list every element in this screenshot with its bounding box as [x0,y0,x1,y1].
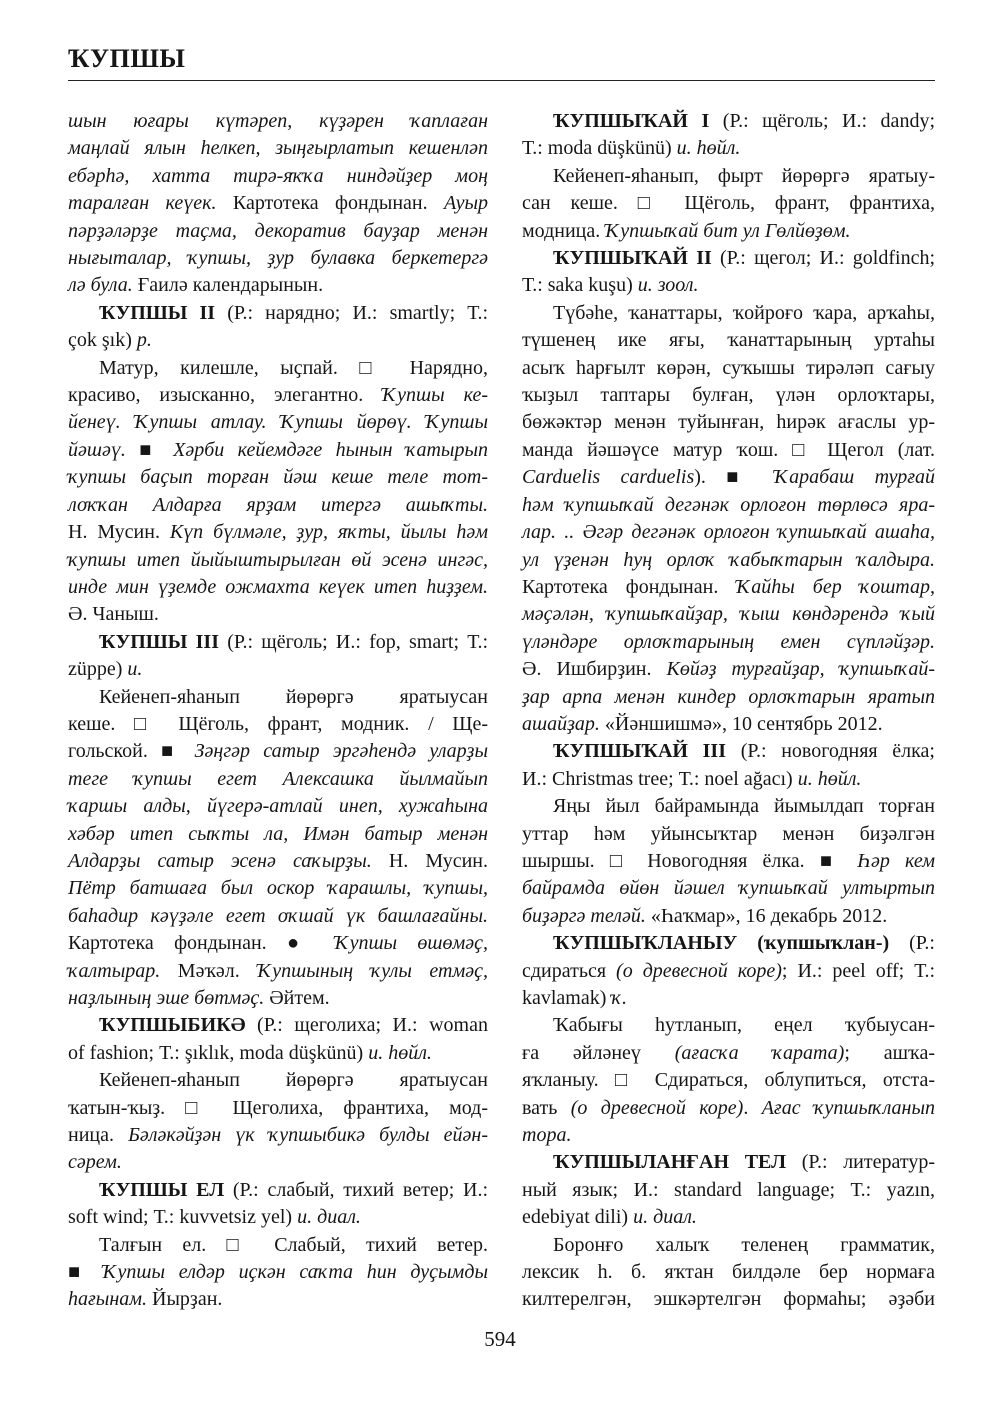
text-run: Т.: moda düşkünü) [522,137,677,160]
text-line [522,985,935,1012]
text-line [522,437,935,464]
text-run: Н. Мусин. [68,521,170,544]
text-line [68,930,488,957]
text-line [522,1067,935,1094]
italic-text-run: ебәрһә, хатта тирә-яҡҡа ниндәйҙер моң [68,164,488,187]
text-run: ■ [68,1261,103,1284]
text-run: Кейенеп-яһанып йөрөргә яратыусан [99,1069,488,1092]
text-run: Мәҡәл. [160,959,258,982]
entry-body-paragraph [68,1067,488,1177]
text-line [522,135,935,162]
text-line [68,108,488,135]
italic-text-run: тора. [522,1124,572,1147]
text-line [522,108,935,135]
text-line [68,163,488,190]
italic-text-run: и. зоол. [637,274,699,297]
text-line [522,1012,935,1039]
entry-body-paragraph [522,1232,935,1314]
text-line [68,1232,488,1259]
entry-head-paragraph [522,245,935,300]
entry-head-paragraph [68,300,488,355]
text-run: Түбәһе, ҡанаттары, ҡойроғо ҡара, арҡаһы, [553,301,935,324]
italic-text-run: маңлай ялын һелкеп, зыңғырлатып кешенләп [68,137,488,160]
text-line [522,547,935,574]
text-line [522,930,935,957]
italic-text-run: лоҡҡан Алдарға ярҙам итергә ашыҡты. [68,493,488,516]
headword: ҠУПШЫҠАЙ II [553,247,712,270]
entry-body-paragraph [522,163,935,245]
italic-text-run: ҡалтырар. [68,959,161,982]
text-line [68,437,488,464]
italic-text-run: Ҡупшы елдәр иҫкән саҡта һин дуҫымды [102,1261,488,1284]
text-run: (Р.: новогодняя ёлка; [726,740,935,763]
text-run: уттар һәм уйынсыҡтар менән биҙәлгән [522,822,935,845]
text-run: Ғаилә календарынын. [132,274,324,297]
text-run: Ә. Чаныш. [68,603,159,626]
text-line [68,1177,488,1204]
text-line [522,903,935,930]
italic-text-run: Ҡарабаш турғай [774,466,935,489]
text-line [522,821,935,848]
text-run: бөжәктәр менән туйынған, һирәк ағаслы ур- [522,411,935,434]
text-line [522,958,935,985]
text-run: «Һаҡмар», 16 декабрь 2012. [645,904,888,927]
italic-text-run: лә була. [68,274,133,297]
italic-text-run: баһадир кәүҙәле егет оҡшай үк башлағайны. [68,904,488,927]
text-line [68,574,488,601]
text-run: züppe) [68,658,128,681]
text-run: ■ [125,438,174,461]
text-run: Йырҙан. [147,1288,223,1311]
text-line [68,711,488,738]
text-line [522,1204,935,1231]
text-run: сан кеше. □ Щёголь, франт, франтиха, [522,192,935,215]
italic-text-run: наҙлының эше бөтмәҫ. [68,987,265,1009]
text-run: çok şık) [68,329,137,352]
italic-text-run: и. диал. [297,1206,361,1229]
text-line [68,903,488,930]
italic-text-run: Ҡупшы өшөмәҫ, [334,932,489,955]
text-line [522,1095,935,1122]
entry-head-paragraph [522,108,935,163]
text-run: Ҡабығы һутланып, еңел ҡубыусан- [553,1014,935,1037]
page-number: 594 [484,1327,516,1351]
italic-text-run: Алдарҙы сатыр эсенә саҡырҙы. [68,849,372,872]
italic-text-run: ҡ. [611,987,627,1009]
text-run: Н. Мусин. [371,849,488,872]
text-run: сдираться [522,959,617,982]
entry-body-paragraph [68,684,488,1013]
text-line [522,574,935,601]
text-line [68,1286,488,1313]
text-line [68,684,488,711]
text-line [522,492,935,519]
italic-text-run: байрамда өйөн йәшел ҡупшыҡай ултыртып [522,877,935,900]
text-line [68,1095,488,1122]
italic-text-run: үләндәре орлоҡтарының емен сүпләйҙәр. [522,630,935,653]
text-line [522,1040,935,1067]
italic-text-run: и. һөйл. [797,767,862,790]
italic-text-run: ашайҙар. [522,712,600,735]
italic-text-run: Ҡупшыҡай бит ул Гөлйөҙөм. [605,219,851,242]
italic-text-run: шын юғары күтәреп, күҙәрен ҡаплаған [68,110,488,132]
text-line [522,464,935,491]
italic-text-run: Ҡупшы ке- [382,384,488,407]
text-run: of fashion; Т.: şıklık, moda düşkünü) [68,1041,369,1064]
headword: ҠУПШЫҠАЙ I [553,110,710,132]
italic-text-run: Көйәҙ турғайҙар, ҡупшыҡай- [666,658,935,681]
text-line [522,601,935,628]
italic-text-run: (о древесной коре) [616,959,782,982]
entry-head-paragraph [522,738,935,793]
text-line [68,629,488,656]
italic-text-run: и. диал. [633,1206,697,1229]
text-line [68,1067,488,1094]
text-line [522,1286,935,1313]
headword: ҠУПШЫҠЛАНЫУ (ҡупшыҡлан-) [553,932,890,955]
text-line [522,190,935,217]
text-line [522,766,935,793]
header-rule [68,80,935,81]
text-run: kavlamak) [522,987,612,1009]
text-run: ҡатын-ҡыҙ. □ Щеголиха, франтиха, мод- [68,1096,488,1119]
text-line [68,355,488,382]
text-run: Кейенеп-яһанып йөрөргә яратыусан [99,685,488,708]
entry-head-paragraph [68,629,488,684]
entry-head-paragraph [522,1149,935,1231]
text-run: . [743,1096,762,1119]
italic-text-run: һәм ҡупшыҡай дегәнәк орлоғон төрлөсә яра- [522,493,935,516]
italic-text-run: ҡупшы баҫып торған йәш кеше теле тот- [68,466,488,489]
text-run: кеше. □ Щёголь, франт, модник. / Ще- [68,712,488,735]
text-line [68,272,488,299]
text-run: Т.: saka kuşu) [522,274,638,297]
entry-body-paragraph [68,355,488,629]
text-line [68,409,488,436]
text-run: ). ■ [694,466,775,489]
text-line [68,245,488,272]
italic-text-run: Зәңгәр сатыр эргәһендә уларҙы [194,740,489,763]
text-line [522,300,935,327]
italic-text-run: таралған кеүек. [68,192,217,215]
text-line [68,656,488,683]
italic-text-run: и. [127,658,143,681]
italic-text-run: Ауыр [444,192,488,215]
italic-text-run: нығыталар, ҡупшы, ҙур булавка беркетергә [68,247,488,270]
italic-text-run: Ҡупшының ҡулы етмәҫ, [257,959,488,982]
entry-body-paragraph [522,1012,935,1149]
text-run: (Р.: [889,932,935,955]
text-line [68,1012,488,1039]
text-line [522,1122,935,1149]
running-head: ҠУПШЫ [68,44,186,73]
text-line [68,766,488,793]
text-line [522,218,935,245]
text-line [68,382,488,409]
text-run: (Р.: щегол; И.: goldfinch; [711,247,935,270]
text-line [68,1204,488,1231]
text-run: ница. [68,1124,129,1147]
text-run: Талғын ел. □ Слабый, тихий ветер. [99,1233,488,1256]
text-line [68,519,488,546]
italic-text-run: Һәр кем [857,849,936,872]
text-line [68,190,488,217]
text-line [68,1259,488,1286]
italic-text-run: инде мин үҙемде ожмахта кеүек итеп һиҙҙем. [68,575,488,598]
headword: ҠУПШЫ ЕЛ [99,1178,225,1201]
text-run: soft wind; Т.: kuvvetsiz yel) [68,1206,298,1229]
italic-text-run: и. һөйл. [368,1041,432,1064]
text-run: (Р.: щёголь; И.: dandy; [709,110,935,132]
text-run: Боронғо халыҡ теленең грамматик, [553,1233,935,1256]
text-run: (Р.: литератур- [786,1151,936,1174]
entry-body-paragraph [522,300,935,739]
italic-text-run: Пётр батшаға был оскор ҡарашлы, ҡупшы, [68,877,488,900]
text-line [68,218,488,245]
text-line [522,793,935,820]
text-line [522,1149,935,1176]
text-line [68,327,488,354]
text-run: ҡыҙыл таптары булған, үлән орлоҡтары, [522,384,935,407]
italic-text-run: йәшәү. [68,438,126,461]
italic-text-run: р. [136,329,152,352]
italic-text-run: и. һөйл. [676,137,741,160]
text-run: «Йәншишмә», 10 сентябрь 2012. [599,712,883,735]
italic-text-run: Ағас ҡупшыҡланып [761,1096,936,1119]
italic-text-run: Ҡайһы бер ҡоштар, [736,575,935,598]
text-line [68,985,488,1012]
text-line [522,738,935,765]
italic-text-run: ҙар арпа менән киндер орлоҡтарын яратып [522,685,935,708]
text-run: (Р.: щёголь; И.: fop, smart; Т.: [219,630,489,653]
text-run: вать [522,1096,571,1119]
entry-head-paragraph [522,930,935,1012]
italic-text-run: пәрҙәләрҙе таҫма, декоратив бауҙар менән [68,219,488,242]
text-run: (Р.: щеголиха; И.: woman [245,1014,488,1037]
italic-text-run: сәрем. [68,1151,122,1174]
text-line [68,821,488,848]
text-run: асыҡ һарғылт көрән, суҡышы тирәләп сағыу [522,356,935,379]
italic-text-run: Күп бүлмәле, ҙур, яҡты, йылы һәм [169,521,489,544]
text-line [522,1177,935,1204]
text-run: (Р.: слабый, тихий ветер; И.: [224,1178,488,1201]
text-line [68,875,488,902]
right-column [522,108,935,1314]
text-run: Картотека фондынан. [216,192,445,215]
text-run: Матур, килешле, ыҫпай. □ Нарядно, [99,356,488,379]
text-line [68,958,488,985]
text-line [522,245,935,272]
italic-text-run: Бәләкәйҙән үк ҡупшыбикә булды ейән- [128,1124,488,1147]
text-line [522,327,935,354]
text-run: гольской. ■ [68,740,195,763]
text-run: Картотека фондынан. ● [68,932,335,955]
text-line [522,629,935,656]
text-line [68,738,488,765]
italic-text-run: теге ҡупшы егет Алексашка йылмайып [68,767,488,790]
text-line [68,135,488,162]
text-line [522,355,935,382]
italic-text-run: ул үҙенән һуң орлоҡ ҡабыҡтарын ҡалдыра. [522,548,935,571]
text-run: (Р.: нарядно; И.: smartly; Т.: [215,301,489,324]
text-run: Кейенеп-яһанып, фырт йөрөргә яратыу- [553,164,935,187]
text-line [68,464,488,491]
text-run: ный язык; И.: standard language; Т.: yazın, [522,1178,935,1201]
italic-text-run: һағынам. [68,1288,148,1311]
text-run: Картотека фондынан. [522,575,737,598]
text-line [522,875,935,902]
italic-text-run: биҙәргә теләй. [522,904,646,927]
italic-text-run: йенеү. Ҡупшы атлау. Ҡупшы йөрөү. Ҡупшы [68,411,488,434]
text-line [68,300,488,327]
text-run: Ә. Ишбирҙин. [522,658,667,681]
italic-text-run: мәҫәлән, ҡупшыҡайҙар, ҡыш көндәрендә ҡый [522,603,935,626]
headword: ҠУПШЫ III [99,630,219,653]
text-run: ға әйләнеү [522,1041,675,1064]
text-run: шыршы. □ Новогодняя ёлка. ■ [522,849,858,872]
text-line [522,409,935,436]
text-line [68,1122,488,1149]
text-line [522,684,935,711]
text-line [68,601,488,628]
italic-text-run: ҡупшы итеп йыйыштырылған өй эсенә ингәс, [68,548,488,571]
italic-text-run: хәбәр итеп сыҡты ла, Имән батыр менән [68,822,488,845]
entry-body-paragraph [68,108,488,300]
text-run: модница. [522,219,606,242]
text-run: красиво, изысканно, элегантно. [68,384,383,407]
text-run: ; И.: peel off; Т.: [781,959,935,982]
text-line [522,848,935,875]
text-run: Яңы йыл байрамында йымылдап торған [553,795,935,818]
text-line [68,793,488,820]
headword: ҠУПШЫБИКӘ [99,1014,246,1037]
text-line [68,547,488,574]
text-line [68,1149,488,1176]
italic-text-run: ҡаршы алды, йүгерә-атлай инеп, хужаһына [68,795,488,818]
italic-text-run: Carduelis carduelis [522,466,695,489]
italic-text-run: Хәрби кейемдәге һынын ҡатырып [173,438,488,461]
text-line [522,1232,935,1259]
text-run: түшенең ике яғы, ҡанаттарының уртаһы [522,329,935,352]
text-run: манда йәшәүсе матур ҡош. □ Щегол (лат. [522,438,935,461]
headword: ҠУПШЫҠАЙ III [553,740,727,763]
text-run: лексик һ. б. яҡтан билдәле бер нормаға [522,1261,935,1284]
italic-text-run: (ағасҡа ҡарата) [674,1041,845,1064]
text-line [522,382,935,409]
text-run: И.: Christmas tree; Т.: noel ağacı) [522,767,798,790]
text-line [522,163,935,190]
text-line [68,1040,488,1067]
italic-text-run: (о древесной коре) [570,1096,744,1119]
text-run: edebiyat dili) [522,1206,634,1229]
italic-text-run: лар. .. Әгәр дегәнәк орлоғон ҡупшыҡай ашаһа, [522,521,935,544]
entry-head-paragraph [68,1012,488,1067]
entry-body-paragraph [68,1232,488,1314]
entry-body-paragraph [522,793,935,930]
text-line [522,519,935,546]
text-line [522,711,935,738]
text-run: яҡланыу. □ Сдираться, облупиться, отста- [522,1069,935,1092]
text-run: ; ашҡа- [844,1041,935,1064]
text-line [68,848,488,875]
left-column [68,108,488,1314]
text-line [522,1259,935,1286]
text-run: Әйтем. [264,987,330,1009]
text-run: килтерелгән, эшкәртелгән формаһы; әҙәби [522,1288,935,1311]
text-line [522,272,935,299]
text-line [522,656,935,683]
text-line [68,492,488,519]
entry-head-paragraph [68,1177,488,1232]
headword: ҠУПШЫЛАНҒАН ТЕЛ [553,1151,787,1174]
headword: ҠУПШЫ II [99,301,216,324]
